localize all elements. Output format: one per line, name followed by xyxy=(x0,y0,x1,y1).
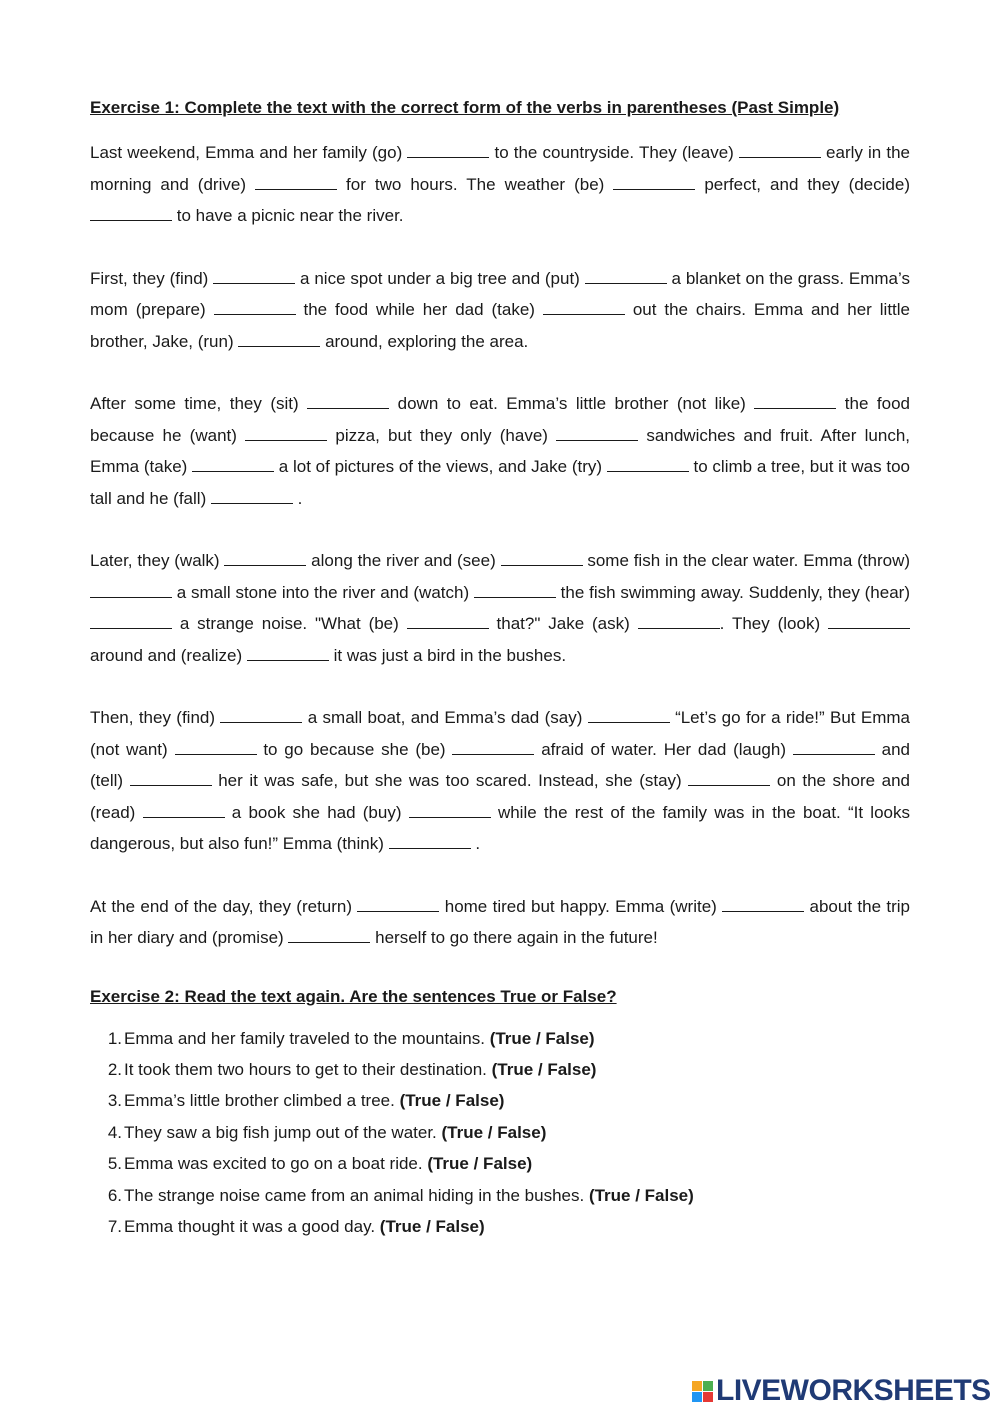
answer-blank[interactable] xyxy=(501,564,583,566)
paragraph-text: to go because she (be) xyxy=(256,739,453,759)
paragraph-text: the food because he (want) xyxy=(90,394,910,445)
paragraph-text: a blanket on the grass. Emma’s mom (prepare) xyxy=(90,268,910,319)
item-body xyxy=(124,1211,485,1242)
answer-blank[interactable] xyxy=(245,439,327,441)
paragraph-text: a lot of pictures of the views, and Jake (try) xyxy=(274,457,607,476)
true-false-choice[interactable]: (True / False) xyxy=(489,1028,595,1048)
paragraph-text: it was just a bird in the bushes. xyxy=(328,645,567,665)
paragraph-6 xyxy=(90,891,910,954)
answer-blank[interactable] xyxy=(130,784,212,786)
answer-blank[interactable] xyxy=(722,910,804,912)
paragraph-5 xyxy=(90,702,910,860)
logo-square xyxy=(703,1392,713,1402)
paragraph-text: . They (look) xyxy=(719,614,828,633)
paragraph-text: sandwiches and fruit. After lunch, Emma (take) xyxy=(90,425,910,476)
answer-blank[interactable] xyxy=(357,910,439,912)
item-number: 1. xyxy=(107,1028,122,1048)
paragraph-text: Last weekend, Emma and her family (go) xyxy=(90,143,408,162)
paragraph-text: pizza, but they only (have) xyxy=(327,425,557,445)
answer-blank[interactable] xyxy=(247,659,329,661)
item-text: Emma was excited to go on a boat ride. xyxy=(124,1154,428,1174)
paragraph-text: First, they (find) xyxy=(90,268,214,288)
answer-blank[interactable] xyxy=(307,407,389,409)
paragraph-text: her it was safe, but she was too scared. Instead, she (stay) xyxy=(211,771,689,790)
paragraph-text: for two hours. The weather (be) xyxy=(337,174,614,194)
answer-blank[interactable] xyxy=(585,282,667,284)
answer-blank[interactable] xyxy=(688,784,770,786)
paragraph-text: and (tell) xyxy=(90,739,911,790)
answer-blank[interactable] xyxy=(638,627,720,629)
answer-blank[interactable] xyxy=(90,219,172,221)
list-item xyxy=(90,1117,910,1148)
answer-blank[interactable] xyxy=(474,596,556,598)
answer-blank[interactable] xyxy=(409,816,491,818)
answer-blank[interactable] xyxy=(224,564,306,566)
item-number: 2. xyxy=(107,1059,122,1079)
answer-blank[interactable] xyxy=(556,439,638,441)
true-false-choice[interactable]: (True / False) xyxy=(441,1122,547,1142)
list-item xyxy=(90,1054,910,1085)
paragraph-text: . xyxy=(292,488,303,508)
paragraph-text: a small stone into the river and (watch) xyxy=(172,582,474,602)
paragraph-text: while the rest of the family was in the boat. “It looks dangerous, but also fun!” Emma (think) xyxy=(90,802,910,853)
paragraph-text: to the countryside. They (leave) xyxy=(489,143,739,162)
paragraph-text: out the chairs. Emma and her little brother, Jake, (run) xyxy=(90,300,910,351)
paragraph-text: to climb a tree, but it was too tall and he (fall) xyxy=(90,457,910,508)
paragraph-text: down to eat. Emma’s little brother (not like) xyxy=(389,394,755,413)
paragraph-text: along the river and (see) xyxy=(306,551,501,570)
answer-blank[interactable] xyxy=(389,847,471,849)
paragraph-text: the food while her dad (take) xyxy=(295,300,543,319)
item-body xyxy=(124,1117,546,1148)
paragraph-text: about the trip in her diary and (promise) xyxy=(90,896,911,947)
answer-blank[interactable] xyxy=(754,407,836,409)
paragraph-text: around and (realize) xyxy=(90,645,247,665)
paragraph-2 xyxy=(90,263,910,358)
paragraph-text: afraid of water. Her dad (laugh) xyxy=(534,739,793,759)
paragraph-text: some fish in the clear water. Emma (throw) xyxy=(582,551,911,570)
exercise-1-text xyxy=(90,137,910,954)
paragraph-text: the fish swimming away. Suddenly, they (hear) xyxy=(555,582,910,602)
list-item xyxy=(90,1148,910,1179)
answer-blank[interactable] xyxy=(613,188,695,190)
item-text: They saw a big fish jump out of the water. xyxy=(124,1122,442,1142)
true-false-choice[interactable]: (True / False) xyxy=(427,1154,533,1174)
true-false-choice[interactable]: (True / False) xyxy=(379,1216,485,1236)
item-text: The strange noise came from an animal hiding in the bushes. xyxy=(124,1185,589,1205)
answer-blank[interactable] xyxy=(543,313,625,315)
logo-square xyxy=(703,1381,713,1391)
item-number: 3. xyxy=(107,1091,122,1111)
paragraph-text: a small boat, and Emma’s dad (say) xyxy=(302,708,588,727)
worksheet xyxy=(90,96,910,1242)
paragraph-text: herself to go there again in the future! xyxy=(370,928,658,947)
paragraph-text: a nice spot under a big tree and (put) xyxy=(295,268,585,288)
answer-blank[interactable] xyxy=(90,596,172,598)
paragraph-text: Later, they (walk) xyxy=(90,551,225,570)
true-false-choice[interactable]: (True / False) xyxy=(399,1091,505,1111)
paragraph-text: perfect, and they (decide) xyxy=(695,174,910,194)
list-item xyxy=(90,1180,910,1211)
paragraph-text: that?" Jake (ask) xyxy=(488,614,638,633)
paragraph-4 xyxy=(90,545,910,671)
answer-blank[interactable] xyxy=(588,721,670,723)
paragraph-text: around, exploring the area. xyxy=(320,331,529,351)
logo-square xyxy=(692,1392,702,1402)
answer-blank[interactable] xyxy=(238,345,320,347)
item-body xyxy=(124,1148,532,1179)
paragraph-text: . xyxy=(470,834,481,853)
item-text: Emma and her family traveled to the mountains. xyxy=(124,1028,490,1048)
paragraph-text: on the shore and (read) xyxy=(90,771,911,822)
paragraph-text: a book she had (buy) xyxy=(224,802,409,822)
answer-blank[interactable] xyxy=(220,721,302,723)
item-body xyxy=(124,1023,595,1054)
answer-blank[interactable] xyxy=(607,470,689,472)
answer-blank[interactable] xyxy=(452,753,534,755)
answer-blank[interactable] xyxy=(255,188,337,190)
paragraph-text: to have a picnic near the river. xyxy=(172,206,404,225)
item-text: It took them two hours to get to their destination. xyxy=(124,1059,492,1079)
paragraph-text: home tired but happy. Emma (write) xyxy=(439,896,723,916)
exercise-1-title: Exercise 1: Complete the text with the correct form of the verbs in parentheses (Past Simple) xyxy=(90,98,840,117)
paragraph-text: Then, they (find) xyxy=(90,708,221,727)
answer-blank[interactable] xyxy=(828,627,910,629)
item-number: 6. xyxy=(107,1185,122,1205)
paragraph-1 xyxy=(90,137,910,232)
logo-icon xyxy=(692,1381,713,1402)
item-number: 4. xyxy=(107,1122,122,1142)
paragraph-text: a strange noise. "What (be) xyxy=(172,614,407,633)
answer-blank[interactable] xyxy=(175,753,257,755)
item-body xyxy=(124,1180,694,1211)
answer-blank[interactable] xyxy=(288,941,370,943)
paragraph-text: early in the morning and (drive) xyxy=(90,143,910,194)
true-false-choice[interactable]: (True / False) xyxy=(588,1185,694,1205)
logo-square xyxy=(692,1381,702,1391)
item-text: Emma’s little brother climbed a tree. xyxy=(124,1091,400,1111)
true-false-list xyxy=(90,1023,910,1243)
answer-blank[interactable] xyxy=(407,627,489,629)
liveworksheets-logo xyxy=(692,1376,991,1406)
list-item xyxy=(90,1085,910,1116)
answer-blank[interactable] xyxy=(192,470,274,472)
list-item xyxy=(90,1023,910,1054)
paragraph-text: At the end of the day, they (return) xyxy=(90,896,358,916)
answer-blank[interactable] xyxy=(793,753,875,755)
item-number: 5. xyxy=(107,1154,122,1174)
answer-blank[interactable] xyxy=(90,627,172,629)
item-text: Emma thought it was a good day. xyxy=(124,1216,380,1236)
true-false-choice[interactable]: (True / False) xyxy=(491,1059,597,1079)
paragraph-3 xyxy=(90,388,910,514)
logo-text: LIVEWORKSHEETS xyxy=(716,1374,991,1407)
item-body xyxy=(124,1085,504,1116)
answer-blank[interactable] xyxy=(211,502,293,504)
answer-blank[interactable] xyxy=(213,282,295,284)
exercise-2-title: Exercise 2: Read the text again. Are the sentences True or False? xyxy=(90,986,617,1006)
answer-blank[interactable] xyxy=(214,313,296,315)
item-body xyxy=(124,1054,596,1085)
answer-blank[interactable] xyxy=(143,816,225,818)
item-number: 7. xyxy=(107,1216,122,1236)
list-item xyxy=(90,1211,910,1242)
paragraph-text: After some time, they (sit) xyxy=(90,394,308,413)
paragraph-text: “Let’s go for a ride!” But Emma (not want) xyxy=(90,708,910,759)
answer-blank[interactable] xyxy=(739,156,821,158)
answer-blank[interactable] xyxy=(407,156,489,158)
